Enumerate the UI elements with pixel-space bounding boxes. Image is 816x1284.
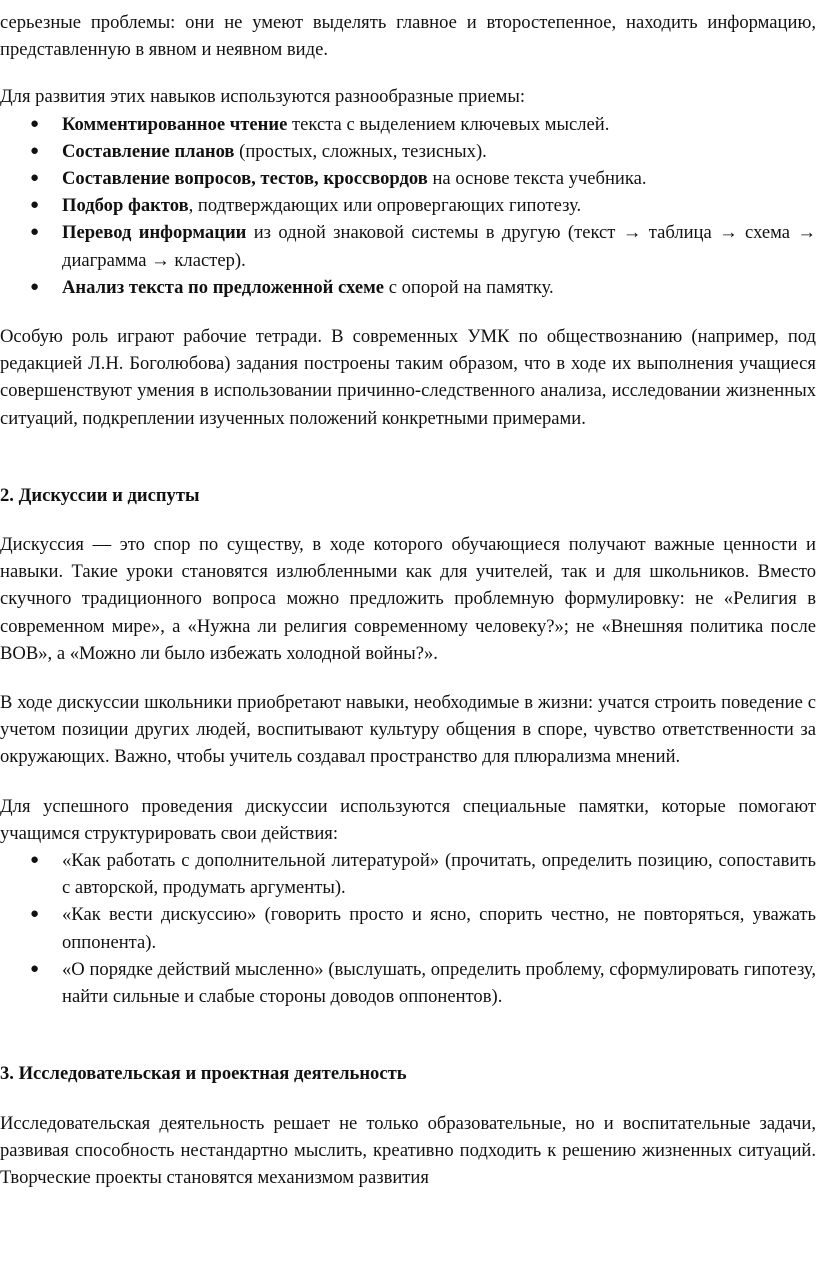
list-item-text: текста с выделением ключевых мыслей. — [287, 113, 610, 135]
paragraph-intro-continuation: серьезные проблемы: они не умеют выделять главное и второстепенное, находить информацию, представленную в явном и неявном виде. — [0, 12, 816, 61]
bullet-icon: ● — [30, 115, 40, 132]
bullet-icon: ● — [30, 197, 40, 214]
bullet-icon: ● — [30, 960, 40, 977]
list-item-text: с опорой на памятку. — [384, 276, 554, 298]
list-item-bold: Комментированное чтение — [62, 113, 288, 135]
list-item-text: «Как вести дискуссию» (говорить просто и ясно, спорить честно, не повторяться, уважать оппонента). — [62, 904, 816, 953]
list-item-text: из одной знаковой системы в другую (текст → таблица → схема → диаграмма → кластер). — [62, 222, 816, 271]
paragraph-discussion-definition: Дискуссия — это спор по существу, в ходе которого обучающиеся получают важные ценности и навыки. Такие уроки становятся излюбленными как для учителей, так и для школьников. Вместо скучного традиционного вопроса можно предложить проблемную формулировку: не «Религия в современном мире», а «Нужна ли религия современному человеку?»; не «Внешняя политика после ВОВ», а «Можно ли было избежать холодной войны?». — [0, 534, 816, 664]
list-item-text: , подтверждающих или опровергающих гипотезу. — [188, 195, 582, 217]
bullet-icon: ● — [30, 906, 40, 923]
list-item-bold: Составление вопросов, тестов, кроссвордов — [62, 168, 428, 190]
list-item — [0, 165, 816, 192]
paragraph-research: Исследовательская деятельность решает не только образовательные, но и воспитательные задачи, развивая способность нестандартно мыслить, креативно подходить к решению жизненных ситуаций. Творческие проекты становятся механизмом развития — [0, 1112, 816, 1188]
paragraph-workbooks: Особую роль играют рабочие тетради. В современных УМК по обществознанию (например, под редакцией Л.Н. Боголюбова) задания построены таким образом, что в ходе их выполнения учащиеся совершенствуют умения в использовании причинно-следственного анализа, исследовании жизненных ситуаций, подкреплении изученных положений конкретными примерами. — [0, 326, 816, 429]
list-item — [0, 138, 816, 165]
paragraph-discussion-skills: В ходе дискуссии школьники приобретают навыки, необходимые в жизни: учатся строить поведение с учетом позиции других людей, воспитывают культуру общения в споре, чувство ответственности за окружающих. Важно, чтобы учитель создавал пространство для плюрализма мнений. — [0, 692, 816, 768]
bullet-icon: ● — [30, 142, 40, 159]
list-item — [0, 219, 816, 273]
list-item-bold: Перевод информации — [62, 222, 247, 244]
bullet-icon: ● — [30, 224, 40, 241]
list-item-text: «О порядке действий мысленно» (выслушать, определить проблему, сформулировать гипотезу, найти сильные и слабые стороны доводов оппонентов). — [62, 958, 816, 1008]
list-item-text: «Как работать с дополнительной литературой» (прочитать, определить позицию, сопоставить с авторской, продумать аргументы). — [62, 850, 816, 899]
list-item-bold: Составление планов — [62, 140, 235, 162]
list-item-text: на основе текста учебника. — [427, 168, 647, 190]
section-heading-research: 3. Исследовательская и проектная деятельность — [0, 1063, 407, 1085]
list-item — [0, 111, 816, 138]
bullet-icon: ● — [30, 170, 40, 187]
list-item-text: (простых, сложных, тезисных). — [234, 140, 487, 162]
bullet-icon: ● — [30, 278, 40, 295]
techniques-list — [0, 111, 816, 301]
list-item-bold: Подбор фактов — [62, 195, 189, 217]
memos-list — [0, 847, 816, 1010]
list-item — [0, 901, 816, 955]
list-item — [0, 956, 816, 1010]
list-item — [0, 847, 816, 901]
section-heading-discussions: 2. Дискуссии и диспуты — [0, 484, 200, 506]
list-item — [0, 192, 816, 219]
bullet-icon: ● — [30, 852, 40, 869]
list-item-bold: Анализ текста по предложенной схеме — [62, 276, 385, 298]
document-page — [0, 9, 816, 1191]
list-item — [0, 274, 816, 301]
paragraph-techniques-lead: Для развития этих навыков используются разнообразные приемы: — [0, 86, 526, 108]
paragraph-memo-lead: Для успешного проведения дискуссии используются специальные памятки, которые помогают учащимся структурировать свои действия: — [0, 795, 816, 844]
